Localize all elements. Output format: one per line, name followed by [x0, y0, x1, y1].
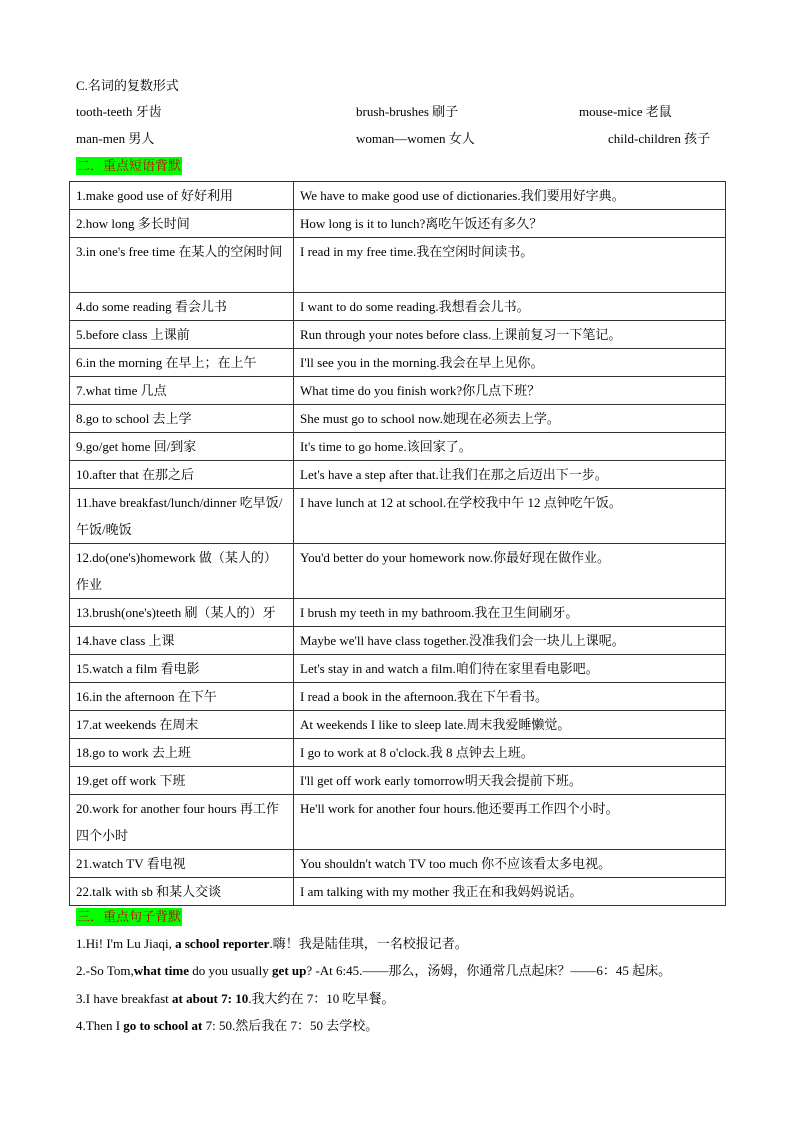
plural-item: brush-brushes 刷子	[356, 104, 459, 119]
phrase-cell: 17.at weekends 在周末	[70, 711, 294, 739]
example-cell: You shouldn't watch TV too much 你不应该看太多电视。	[294, 850, 726, 878]
phrase-cell: 12.do(one's)homework 做（某人的）作业	[70, 544, 294, 599]
table-row	[70, 182, 726, 210]
phrase-cell: 5.before class 上课前	[70, 321, 294, 349]
phrase-cell: 15.watch a film 看电影	[70, 655, 294, 683]
table-row	[70, 683, 726, 711]
phrase-table	[69, 181, 726, 906]
example-cell: He'll work for another four hours.他还要再工作四个小时。	[294, 795, 726, 850]
sentence-2: 2.-So Tom,what time do you usually get up? -At 6:45.——那么，汤姆，你通常几点起床？——6：45 起床。	[76, 963, 672, 978]
example-cell: We have to make good use of dictionaries.我们要用好字典。	[294, 182, 726, 210]
sentence-1: 1.Hi! I'm Lu Jiaqi, a school reporter.嗨！我是陆佳琪，一名校报记者。	[76, 936, 468, 951]
table-row	[70, 711, 726, 739]
table-row	[70, 433, 726, 461]
table-row	[70, 767, 726, 795]
table-row	[70, 599, 726, 627]
plural-item: woman—women 女人	[356, 131, 475, 146]
table-row	[70, 544, 726, 599]
phrase-cell: 16.in the afternoon 在下午	[70, 683, 294, 711]
example-cell: I brush my teeth in my bathroom.我在卫生间刷牙。	[294, 599, 726, 627]
phrase-cell: 2.how long 多长时间	[70, 210, 294, 238]
table-row	[70, 210, 726, 238]
phrase-cell: 13.brush(one's)teeth 刷（某人的）牙	[70, 599, 294, 627]
example-cell: I'll see you in the morning.我会在早上见你。	[294, 349, 726, 377]
phrase-cell: 20.work for another four hours 再工作四个小时	[70, 795, 294, 850]
table-row	[70, 739, 726, 767]
example-cell: Run through your notes before class.上课前复习一下笔记。	[294, 321, 726, 349]
plural-item: mouse-mice 老鼠	[579, 104, 672, 119]
phrase-cell: 21.watch TV 看电视	[70, 850, 294, 878]
table-row	[70, 377, 726, 405]
section-3-heading: 三．重点句子背默	[77, 909, 182, 924]
example-cell: Let's have a step after that.让我们在那之后迈出下一步。	[294, 461, 726, 489]
phrase-cell: 9.go/get home 回/到家	[70, 433, 294, 461]
example-cell: I read a book in the afternoon.我在下午看书。	[294, 683, 726, 711]
phrase-cell: 8.go to school 去上学	[70, 405, 294, 433]
phrase-cell: 1.make good use of 好好利用	[70, 182, 294, 210]
example-cell: I have lunch at 12 at school.在学校我中午 12 点钟吃午饭。	[294, 489, 726, 544]
phrase-cell: 10.after that 在那之后	[70, 461, 294, 489]
example-cell: What time do you finish work?你几点下班？	[294, 377, 726, 405]
example-cell: You'd better do your homework now.你最好现在做作业。	[294, 544, 726, 599]
phrase-cell: 22.talk with sb 和某人交谈	[70, 878, 294, 906]
table-row	[70, 655, 726, 683]
phrase-cell: 19.get off work 下班	[70, 767, 294, 795]
table-row	[70, 321, 726, 349]
example-cell: I read in my free time.我在空闲时间读书。	[294, 238, 726, 293]
example-cell: I want to do some reading.我想看会儿书。	[294, 293, 726, 321]
section-2-heading: 二．重点短语背默	[77, 158, 182, 173]
plural-item: child-children 孩子	[608, 131, 711, 146]
section-c-title: C.名词的复数形式	[76, 78, 179, 93]
table-row	[70, 489, 726, 544]
example-cell: Let's stay in and watch a film.咱们待在家里看电影吧。	[294, 655, 726, 683]
table-row	[70, 349, 726, 377]
example-cell: I'll get off work early tomorrow明天我会提前下班。	[294, 767, 726, 795]
table-row	[70, 405, 726, 433]
plural-item: man-men 男人	[76, 131, 155, 146]
sentence-3: 3.I have breakfast at about 7: 10.我大约在 7：10 吃早餐。	[76, 991, 395, 1006]
example-cell: At weekends I like to sleep late.周末我爱睡懒觉。	[294, 711, 726, 739]
table-row	[70, 795, 726, 850]
example-cell: She must go to school now.她现在必须去上学。	[294, 405, 726, 433]
phrase-cell: 11.have breakfast/lunch/dinner 吃早饭/午饭/晚饭	[70, 489, 294, 544]
phrase-cell: 6.in the morning 在早上；在上午	[70, 349, 294, 377]
plural-item: tooth-teeth 牙齿	[76, 104, 162, 119]
table-row	[70, 627, 726, 655]
table-row	[70, 238, 726, 293]
example-cell: It's time to go home.该回家了。	[294, 433, 726, 461]
example-cell: How long is it to lunch?离吃午饭还有多久？	[294, 210, 726, 238]
table-row	[70, 850, 726, 878]
phrase-cell: 18.go to work 去上班	[70, 739, 294, 767]
phrase-cell: 14.have class 上课	[70, 627, 294, 655]
phrase-cell: 3.in one's free time 在某人的空闲时间	[70, 238, 294, 293]
phrase-cell: 4.do some reading 看会儿书	[70, 293, 294, 321]
table-row	[70, 878, 726, 906]
phrase-cell: 7.what time 几点	[70, 377, 294, 405]
example-cell: I go to work at 8 o'clock.我 8 点钟去上班。	[294, 739, 726, 767]
table-row	[70, 293, 726, 321]
table-row	[70, 461, 726, 489]
example-cell: I am talking with my mother 我正在和我妈妈说话。	[294, 878, 726, 906]
sentence-4: 4.Then I go to school at 7: 50.然后我在 7：50 去学校。	[76, 1018, 379, 1033]
example-cell: Maybe we'll have class together.没准我们会一块儿上课呢。	[294, 627, 726, 655]
